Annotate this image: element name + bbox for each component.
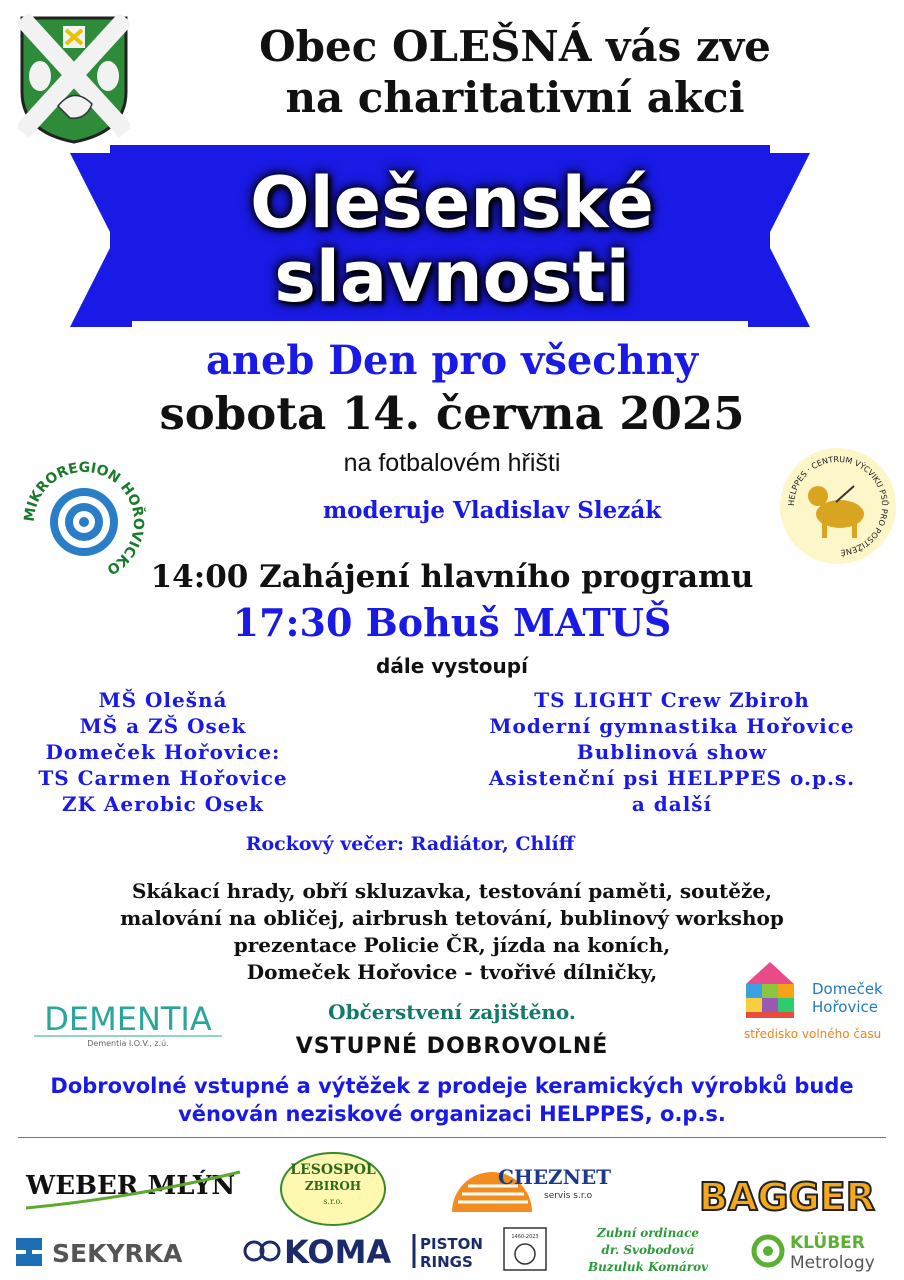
performer-item: a další: [631, 792, 713, 816]
weber-text: WEBER MLÝN: [26, 1171, 236, 1201]
performer-item: MŠ a ZŠ Osek: [79, 714, 247, 738]
sponsor-anniversary-seal: [502, 1226, 548, 1272]
sponsor-lesospol: [278, 1150, 388, 1228]
invitation-line-2: na charitativní akci: [285, 73, 745, 122]
sponsor-zubni-ordinace: [578, 1222, 718, 1278]
activity-line: prezentace Policie ČR, jízda na koních,: [233, 933, 671, 957]
helppes-text: HELPPES · CENTRUM VÝCVIKU PSŮ PRO POSTIŽENÉ: [786, 454, 890, 557]
zubni-text-3: Buzuluk Komárov: [587, 1260, 709, 1274]
invitation-line-1: Obec OLEŠNÁ vás zve: [259, 22, 771, 71]
sponsor-cheznet: [448, 1152, 628, 1218]
performer-item: Bublinová show: [576, 740, 768, 764]
performer-item: Moderní gymnastika Hořovice: [489, 714, 855, 738]
performers-left-column: [10, 687, 316, 817]
activity-line: Domeček Hořovice - tvořivé dílničky,: [246, 960, 658, 984]
performer-item: TS Carmen Hořovice: [38, 766, 288, 790]
sponsor-weber-mlyn: [22, 1160, 247, 1218]
event-venue: na fotbalovém hřišti: [343, 449, 561, 477]
charity-note-line-2: věnován neziskové organizaci HELPPES, o.p.s.: [178, 1102, 726, 1126]
domecek-name-1: Domeček: [812, 980, 883, 998]
performer-item: MŠ Olešná: [98, 688, 228, 712]
charity-note-line-1: Dobrovolné vstupné a výtěžek z prodeje keramických výrobků bude: [50, 1074, 854, 1098]
domecek-name-2: Hořovice: [812, 998, 878, 1016]
event-title-line-1: Olešenské: [250, 162, 654, 244]
sponsor-koma-piston-rings: [240, 1228, 500, 1274]
piston-text-1: PISTON: [420, 1235, 483, 1253]
cheznet-subtitle: servis s.r.o: [544, 1191, 593, 1201]
activities-list: [40, 878, 864, 986]
kluber-text-2: Metrology: [790, 1253, 875, 1273]
helppes-logo: [778, 446, 898, 566]
performer-item: Asistenční psi HELPPES o.p.s.: [488, 766, 856, 790]
cheznet-text: CHEZNET: [498, 1165, 612, 1189]
performers-right-column: [440, 687, 904, 817]
rock-evening: Rockový večer: Radiátor, Chlíff: [245, 833, 575, 855]
performer-item: ZK Aerobic Osek: [61, 792, 265, 816]
dementia-logo: [28, 998, 228, 1050]
also-performing-label: dále vystoupí: [376, 654, 528, 678]
refreshments-note: Občerstvení zajištěno.: [328, 1000, 576, 1024]
activity-line: Skákací hrady, obří skluzavka, testování paměti, soutěže,: [131, 879, 773, 903]
performer-item: Domeček Hořovice:: [45, 740, 281, 764]
event-date: sobota 14. června 2025: [159, 387, 745, 440]
mikroregion-text: MIKROREGION HOŘOVICKO: [21, 459, 147, 578]
domecek-subtitle: středisko volného času: [744, 1027, 882, 1041]
lesospol-text-2: ZBIROH: [304, 1179, 362, 1193]
activity-line: malování na obličej, airbrush tetování, bublinový workshop: [120, 906, 784, 930]
piston-text-2: RINGS: [420, 1253, 473, 1271]
program-headliner: 17:30 Bohuš MATUŠ: [232, 600, 672, 645]
entry-fee: VSTUPNÉ DOBROVOLNÉ: [295, 1034, 609, 1059]
seal-year: 1460-2023: [511, 1234, 539, 1240]
event-title-line-2: slavnosti: [274, 236, 630, 318]
domecek-logo: [742, 958, 900, 1044]
sekyrka-text: SEKYRKA: [52, 1239, 183, 1268]
village-coat-of-arms: [18, 14, 130, 146]
zubni-text-1: Zubní ordinace: [596, 1226, 700, 1240]
sponsors-divider: [18, 1137, 886, 1138]
lesospol-text-3: s.r.o.: [323, 1197, 343, 1206]
lesospol-text-1: LESOSPOL: [290, 1162, 376, 1178]
performer-item: TS LIGHT Crew Zbiroh: [534, 688, 810, 712]
program-opening: 14:00 Zahájení hlavního programu: [150, 559, 754, 595]
koma-text: KOMA: [284, 1233, 392, 1271]
sponsor-sekyrka: [12, 1232, 212, 1272]
sponsor-kluber-metrology: [750, 1228, 900, 1274]
dementia-name: DEMENTIA: [44, 1000, 212, 1038]
zubni-text-2: dr. Svobodová: [601, 1243, 695, 1257]
dementia-subtitle: Dementia I.O.V., z.ú.: [87, 1039, 169, 1048]
sponsor-bagger: [682, 1172, 892, 1220]
charity-note: [40, 1072, 864, 1128]
event-subtitle: aneb Den pro všechny: [205, 337, 699, 384]
event-host: moderuje Vladislav Slezák: [322, 497, 662, 524]
bagger-text: BAGGER: [699, 1175, 875, 1219]
kluber-text-1: KLÜBER: [790, 1233, 865, 1253]
